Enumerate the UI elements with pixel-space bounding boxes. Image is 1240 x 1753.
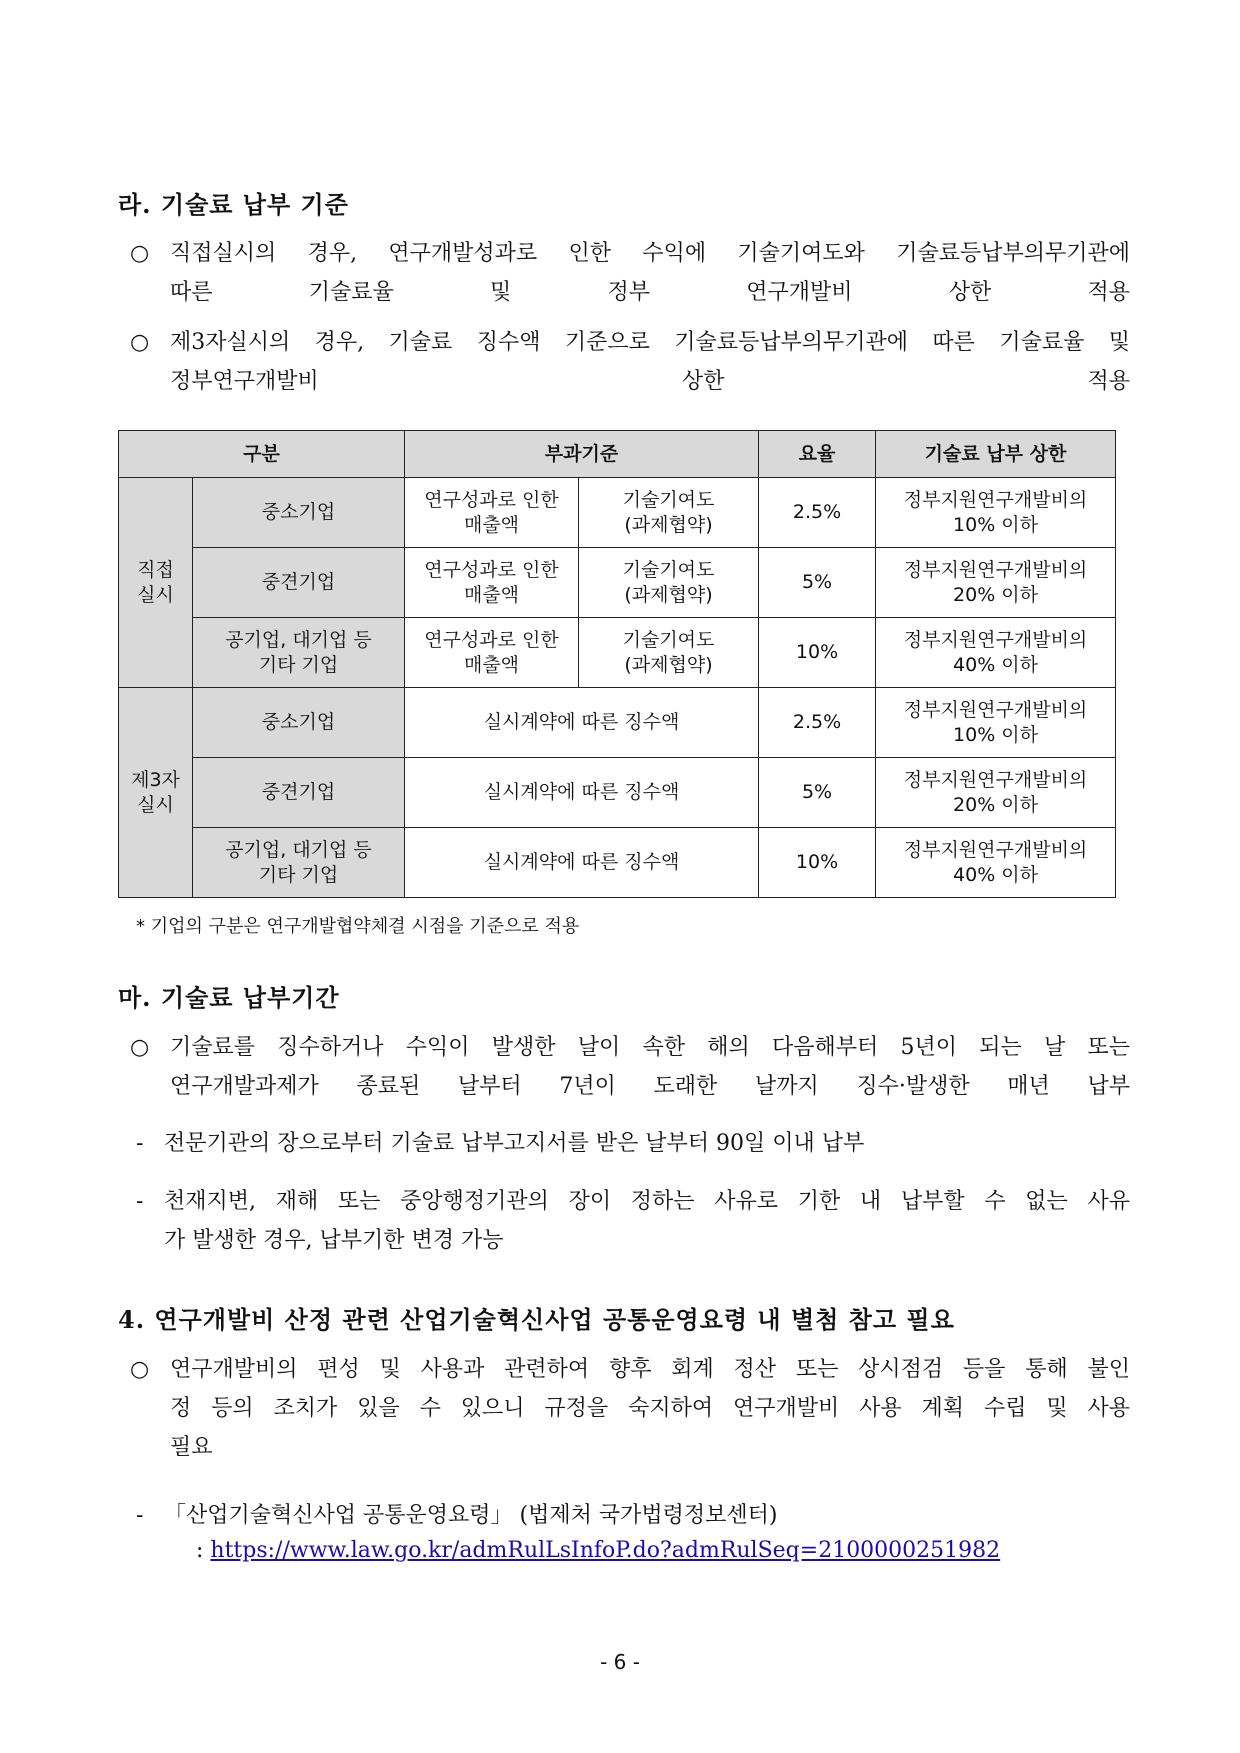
bullet-marker: ○ xyxy=(130,330,150,355)
section-heading-ra: 라. 기술료 납부 기준 xyxy=(118,190,349,219)
law-link[interactable]: https://www.law.go.kr/admRulLsInfoP.do?admRulSeq=2100000251982 xyxy=(210,1538,1001,1563)
basis-collected: 실시계약에 따른 징수액 xyxy=(405,828,759,898)
dash-ma-1 xyxy=(136,1124,1130,1164)
group-label-direct: 직접 실시 xyxy=(119,478,193,688)
cap-cell: 정부지원연구개발비의 10% 이하 xyxy=(876,688,1116,758)
group-label-third-party: 제3자 실시 xyxy=(119,688,193,898)
dash-marker: - xyxy=(136,1189,144,1214)
bullet-text-line: 직접실시의 경우, 연구개발성과로 인한 수익에 기술기여도와 기술료등납부의무기관에 xyxy=(170,241,1130,266)
bullet-text-line: 정부연구개발비 상한 적용 xyxy=(170,369,1130,394)
bullet-marker: ○ xyxy=(130,1357,150,1382)
table-row xyxy=(119,618,1116,688)
royalty-table xyxy=(118,430,1116,898)
basis-sales: 연구성과로 인한 매출액 xyxy=(405,548,579,618)
bullet-text-line: 따른 기술료율 및 정부 연구개발비 상한 적용 xyxy=(170,280,1130,305)
table-row xyxy=(119,758,1116,828)
dash-text-line: 전문기관의 장으로부터 기술료 납부고지서를 받은 날부터 90일 이내 납부 xyxy=(164,1131,865,1156)
dash-text-line: 천재지변, 재해 또는 중앙행정기관의 장이 정하는 사유로 기한 내 납부할 수 없는 사유 xyxy=(164,1189,1130,1214)
basis-sales: 연구성과로 인한 매출액 xyxy=(405,618,579,688)
rate-cell: 10% xyxy=(759,618,876,688)
company-type: 공기업, 대기업 등 기타 기업 xyxy=(193,618,405,688)
bullet-text-line: 연구개발과제가 종료된 날부터 7년이 도래한 날까지 징수·발생한 매년 납부 xyxy=(170,1074,1130,1099)
table-row xyxy=(119,688,1116,758)
table-note: * 기업의 구분은 연구개발협약체결 시점을 기준으로 적용 xyxy=(136,916,580,937)
link-prefix: : xyxy=(196,1538,204,1563)
table-row xyxy=(119,828,1116,898)
basis-contribution: 기술기여도 (과제협약) xyxy=(579,478,759,548)
section-heading-4: 4. 연구개발비 산정 관련 산업기술혁신사업 공통운영요령 내 별첨 참고 필요 xyxy=(118,1305,955,1334)
cap-cell: 정부지원연구개발비의 40% 이하 xyxy=(876,828,1116,898)
header-cap: 기술료 납부 상한 xyxy=(876,431,1116,478)
bullet-ra-1 xyxy=(130,234,1130,314)
section-heading-ma: 마. 기술료 납부기간 xyxy=(118,983,340,1012)
bullet-marker: ○ xyxy=(130,1035,150,1060)
basis-sales: 연구성과로 인한 매출액 xyxy=(405,478,579,548)
rate-cell: 5% xyxy=(759,548,876,618)
bullet-text-line: 정 등의 조치가 있을 수 있으니 규정을 숙지하여 연구개발비 사용 계획 수립 및 사용 xyxy=(170,1396,1130,1421)
company-type: 공기업, 대기업 등 기타 기업 xyxy=(193,828,405,898)
bullet-text-line: 필요 xyxy=(170,1435,213,1460)
header-rate: 요율 xyxy=(759,431,876,478)
bullet-ra-2 xyxy=(130,323,1130,403)
bullet-text-line: 기술료를 징수하거나 수익이 발생한 날이 속한 해의 다음해부터 5년이 되는 날 또는 xyxy=(170,1035,1130,1060)
dash-text-line: 「산업기술혁신사업 공통운영요령」 (법제처 국가법령정보센터) xyxy=(164,1503,778,1528)
cap-cell: 정부지원연구개발비의 10% 이하 xyxy=(876,478,1116,548)
bullet-text-line: 제3자실시의 경우, 기술료 징수액 기준으로 기술료등납부의무기관에 따른 기술료율 및 xyxy=(170,330,1130,355)
basis-collected: 실시계약에 따른 징수액 xyxy=(405,688,759,758)
company-type: 중견기업 xyxy=(193,548,405,618)
bullet-marker: ○ xyxy=(130,241,150,266)
header-basis: 부과기준 xyxy=(405,431,759,478)
bullet-ma-1 xyxy=(130,1028,1130,1108)
law-link-line xyxy=(196,1538,1000,1563)
rate-cell: 2.5% xyxy=(759,478,876,548)
header-category: 구분 xyxy=(119,431,405,478)
table-row xyxy=(119,548,1116,618)
company-type: 중견기업 xyxy=(193,758,405,828)
cap-cell: 정부지원연구개발비의 20% 이하 xyxy=(876,548,1116,618)
dash-ma-2 xyxy=(136,1182,1130,1262)
table-row xyxy=(119,478,1116,548)
bullet-text-line: 연구개발비의 편성 및 사용과 관련하여 향후 회계 정산 또는 상시점검 등을 통해 불인 xyxy=(170,1357,1130,1382)
basis-collected: 실시계약에 따른 징수액 xyxy=(405,758,759,828)
dash-marker: - xyxy=(136,1131,144,1156)
dash-4-1 xyxy=(136,1496,1130,1536)
rate-cell: 2.5% xyxy=(759,688,876,758)
page-number: - 6 - xyxy=(600,1650,640,1674)
dash-marker: - xyxy=(136,1503,144,1528)
basis-contribution: 기술기여도 (과제협약) xyxy=(579,618,759,688)
cap-cell: 정부지원연구개발비의 20% 이하 xyxy=(876,758,1116,828)
rate-cell: 5% xyxy=(759,758,876,828)
cap-cell: 정부지원연구개발비의 40% 이하 xyxy=(876,618,1116,688)
company-type: 중소기업 xyxy=(193,688,405,758)
dash-text-line: 가 발생한 경우, 납부기한 변경 가능 xyxy=(164,1228,504,1253)
rate-cell: 10% xyxy=(759,828,876,898)
bullet-4-1 xyxy=(130,1350,1130,1470)
company-type: 중소기업 xyxy=(193,478,405,548)
basis-contribution: 기술기여도 (과제협약) xyxy=(579,548,759,618)
